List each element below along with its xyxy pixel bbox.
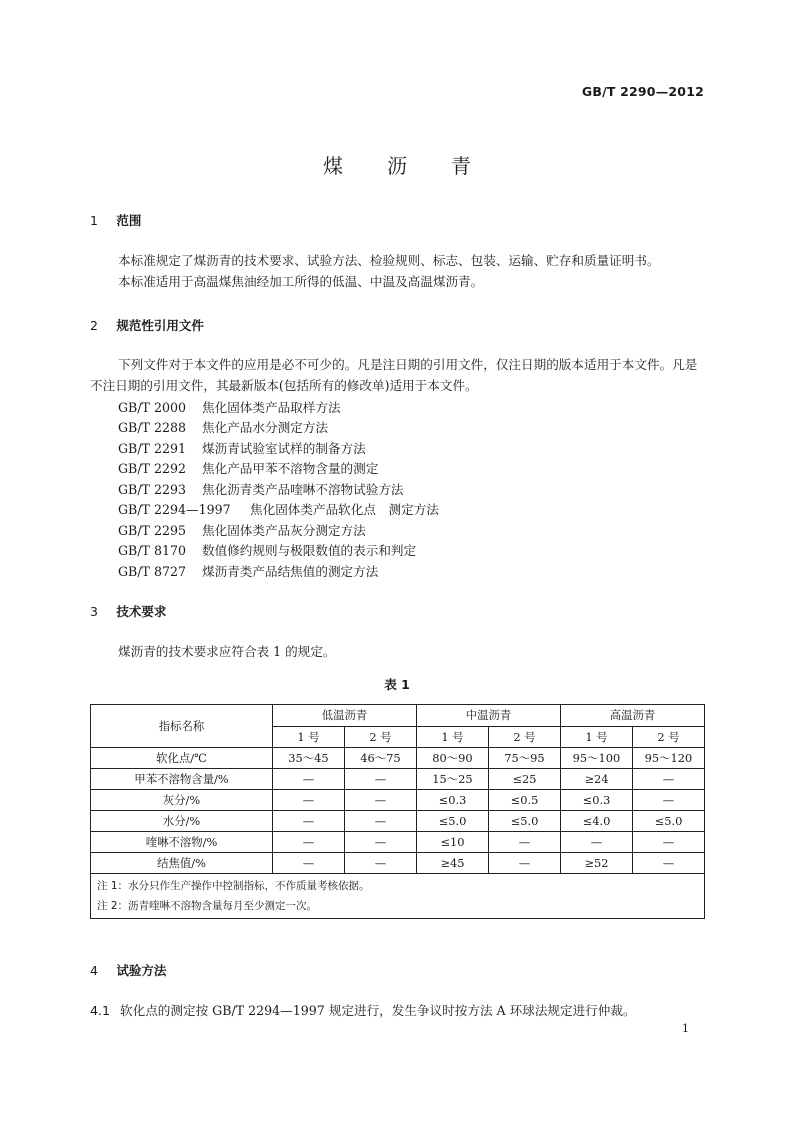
- reference-code: GB/T 2293: [118, 482, 187, 497]
- section-1-heading: [90, 211, 141, 229]
- table-corner-header: 指标名称: [91, 705, 273, 748]
- table-cell: ≤5.0: [489, 811, 561, 832]
- grade-header: 2 号: [489, 726, 561, 748]
- table-cell: —: [345, 769, 417, 790]
- reference-code: GB/T 2288: [118, 420, 187, 435]
- row-label: 结焦值/%: [91, 853, 273, 874]
- page-number: 1: [682, 1022, 689, 1035]
- table-cell: ≤10: [417, 832, 489, 853]
- reference-item: [118, 438, 366, 457]
- section-title: 试验方法: [116, 963, 167, 978]
- table-cell: —: [273, 832, 345, 853]
- table-cell: ≤5.0: [633, 811, 705, 832]
- table-cell: —: [489, 853, 561, 874]
- reference-item: [118, 561, 378, 580]
- reference-title: 煤沥青类产品结焦值的测定方法: [202, 564, 379, 579]
- table-cell: —: [489, 832, 561, 853]
- reference-title: 焦化固体类产品灰分测定方法: [202, 523, 366, 538]
- table-cell: —: [561, 832, 633, 853]
- table-cell: —: [345, 853, 417, 874]
- normative-intro: 下列文件对于本文件的应用是必不可少的。凡是注日期的引用文件，仅注日期的版本适用于本文件。凡是不注日期的引用文件，其最新版本(包括所有的修改单)适用于本文件。: [90, 357, 698, 393]
- table-notes: [91, 874, 705, 919]
- table-cell: 35～45: [273, 748, 345, 769]
- section-number: 1: [90, 213, 98, 228]
- scope-paragraph-1: 本标准规定了煤沥青的技术要求、试验方法、检验规则、标志、包装、运输、贮存和质量证明书。: [118, 253, 660, 268]
- clause-text: 软化点的测定按 GB/T 2294—1997 规定进行，发生争议时按方法 A 环球法规定进行仲裁。: [120, 1003, 636, 1018]
- grade-header: 1 号: [417, 726, 489, 748]
- table-cell: —: [633, 790, 705, 811]
- table-cell: —: [633, 769, 705, 790]
- standard-code: GB/T 2290—2012: [581, 84, 704, 99]
- reference-code: GB/T 8727: [118, 564, 187, 579]
- row-label: 水分/%: [91, 811, 273, 832]
- section-title: 技术要求: [116, 604, 167, 619]
- section-2-heading: [90, 316, 204, 334]
- section-number: 3: [90, 604, 98, 619]
- table-row: [91, 832, 705, 853]
- table-cell: —: [633, 832, 705, 853]
- scope-paragraph-2: 本标准适用于高温煤焦油经加工所得的低温、中温及高温煤沥青。: [118, 274, 484, 289]
- table-caption: 表 1: [384, 677, 410, 692]
- group-header: 中温沥青: [417, 705, 561, 727]
- table-cell: 95～120: [633, 748, 705, 769]
- reference-item: [118, 540, 416, 559]
- row-label: 喹啉不溶物/%: [91, 832, 273, 853]
- grade-header: 2 号: [633, 726, 705, 748]
- table-cell: —: [633, 853, 705, 874]
- reference-title: 焦化产品水分测定方法: [202, 420, 328, 435]
- grade-header: 1 号: [561, 726, 633, 748]
- table-header-row: [91, 705, 705, 727]
- reference-title: 焦化固体类产品取样方法: [202, 400, 341, 415]
- reference-code: GB/T 2291: [118, 441, 187, 456]
- row-label: 灰分/%: [91, 790, 273, 811]
- reference-code: GB/T 2000: [118, 400, 187, 415]
- table-cell: ≥45: [417, 853, 489, 874]
- clause-4-1: [90, 1000, 636, 1019]
- table-cell: —: [273, 811, 345, 832]
- table-cell: —: [273, 853, 345, 874]
- section-number: 4: [90, 963, 98, 978]
- reference-item: [118, 397, 341, 416]
- grade-header: 1 号: [273, 726, 345, 748]
- table-cell: 46～75: [345, 748, 417, 769]
- reference-title: 数值修约规则与极限数值的表示和判定: [202, 543, 417, 558]
- table-notes-row: [91, 874, 705, 919]
- reference-title: 焦化沥青类产品喹啉不溶物试验方法: [202, 482, 404, 497]
- table-row: [91, 769, 705, 790]
- table-cell: ≤0.3: [417, 790, 489, 811]
- table-note: 注 1：水分只作生产操作中控制指标，不作质量考核依据。: [97, 880, 370, 892]
- reference-item: [118, 479, 404, 498]
- table-row: [91, 853, 705, 874]
- table-cell: 75～95: [489, 748, 561, 769]
- section-title: 范围: [116, 213, 142, 228]
- table-cell: —: [273, 769, 345, 790]
- table-cell: —: [345, 811, 417, 832]
- table-cell: ≤25: [489, 769, 561, 790]
- table-cell: 15～25: [417, 769, 489, 790]
- table-cell: —: [273, 790, 345, 811]
- table-cell: ≤0.5: [489, 790, 561, 811]
- table-cell: ≤5.0: [417, 811, 489, 832]
- table-cell: 95～100: [561, 748, 633, 769]
- table-cell: ≥24: [561, 769, 633, 790]
- table-cell: 80～90: [417, 748, 489, 769]
- page-title: 煤沥青: [323, 154, 515, 178]
- reference-item: [118, 417, 328, 436]
- reference-title: 焦化固体类产品软化点 测定方法: [250, 502, 439, 517]
- grade-header: 2 号: [345, 726, 417, 748]
- section-4-heading: [90, 961, 166, 979]
- reference-title: 煤沥青试验室试样的制备方法: [202, 441, 366, 456]
- group-header: 高温沥青: [561, 705, 705, 727]
- reference-code: GB/T 2295: [118, 523, 187, 538]
- section-number: 2: [90, 318, 98, 333]
- table-row: [91, 790, 705, 811]
- clause-number: 4.1: [90, 1003, 111, 1018]
- table-cell: ≤4.0: [561, 811, 633, 832]
- table-row: [91, 811, 705, 832]
- reference-code: GB/T 2292: [118, 461, 187, 476]
- row-label: 软化点/℃: [91, 748, 273, 769]
- reference-item: [118, 499, 439, 518]
- table-cell: ≥52: [561, 853, 633, 874]
- table-cell: —: [345, 790, 417, 811]
- section-title: 规范性引用文件: [116, 318, 204, 333]
- table-row: [91, 748, 705, 769]
- reference-title: 焦化产品甲苯不溶物含量的测定: [202, 461, 379, 476]
- reference-code: GB/T 8170: [118, 543, 187, 558]
- table-note: 注 2：沥青喹啉不溶物含量每月至少测定一次。: [97, 900, 318, 912]
- row-label: 甲苯不溶物含量/%: [91, 769, 273, 790]
- spec-table: [90, 704, 705, 919]
- reference-item: [118, 458, 378, 477]
- section-3-heading: [90, 602, 166, 620]
- table-cell: —: [345, 832, 417, 853]
- reference-code: GB/T 2294—1997: [118, 502, 231, 517]
- tech-intro: 煤沥青的技术要求应符合表 1 的规定。: [118, 644, 336, 659]
- table-cell: ≤0.3: [561, 790, 633, 811]
- group-header: 低温沥青: [273, 705, 417, 727]
- reference-item: [118, 520, 366, 539]
